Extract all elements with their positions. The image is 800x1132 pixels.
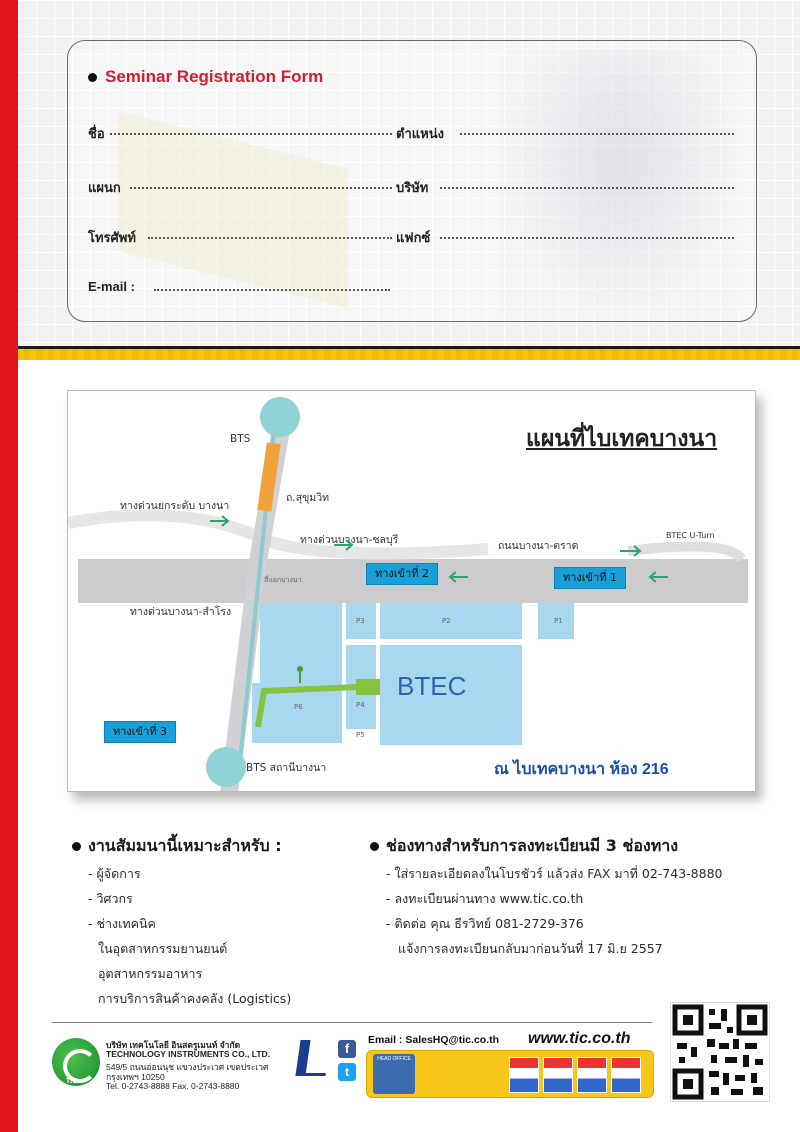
gate-3-badge: ทางเข้าที่ 3 <box>104 721 176 743</box>
tic-logo-text: TIC <box>66 1078 78 1085</box>
bullet-icon <box>88 73 97 82</box>
email-label: E-mail : <box>88 279 135 294</box>
qr-code-icon[interactable] <box>670 1002 770 1102</box>
form-title-text: Seminar Registration Form <box>105 67 324 86</box>
expressway-samrong-label: ทางด่วนบางนา-สำโรง <box>130 606 232 618</box>
bts-top-station <box>260 397 300 437</box>
map-panel <box>67 390 756 792</box>
company-name-th: บริษัท เทคโนโลยี อินสตรูเมนท์ จำกัด <box>106 1040 241 1050</box>
phone-label: โทรศัพท์ <box>88 230 136 245</box>
audience-item: - ผู้จัดการ <box>88 866 141 881</box>
hall-label-p4: P4 <box>356 701 365 709</box>
hall-p2 <box>380 603 522 639</box>
gate-2-badge: ทางเข้าที่ 2 <box>366 563 438 585</box>
audience-heading <box>72 834 282 859</box>
registration-item: - ลงทะเบียนผ่านทาง www.tic.co.th <box>386 891 584 906</box>
bts-top-label: BTS <box>230 433 251 445</box>
department-field[interactable] <box>130 175 392 189</box>
company-address-2: กรุงเทพฯ 10250 <box>106 1072 165 1082</box>
position-label: ตำแหน่ง <box>396 126 444 141</box>
branch-photo <box>543 1057 573 1093</box>
company-address-1: 549/5 ถนนอ่อนนุช แขวงประเวศ เขตประเวศ <box>106 1062 269 1072</box>
branch-photo <box>611 1057 641 1093</box>
registration-item: - ใส่รายละเอียดลงในโบรชัวร์ แล้วส่ง FAX มาที่ 02-743-8880 <box>386 866 723 881</box>
uturn-road <box>628 547 742 560</box>
name-label: ชื่อ <box>88 126 105 141</box>
company-tel: Tel. 0-2743-8888 Fax. 0-2743-8880 <box>106 1081 240 1091</box>
qr-code-pattern <box>671 1003 769 1101</box>
registration-item: - ติดต่อ คุณ ธีรวิทย์ 081-2729-376 <box>386 916 584 931</box>
company-field[interactable] <box>440 175 734 189</box>
hall-label-p3: P3 <box>356 617 365 625</box>
audience-sub-item: อุตสาหกรรมอาหาร <box>98 966 203 981</box>
audience-item: - วิศวกร <box>88 891 133 906</box>
footer-divider <box>52 1022 652 1023</box>
audience-item: - ช่างเทคนิค <box>88 916 156 931</box>
form-title <box>88 67 323 87</box>
position-field[interactable] <box>460 121 734 135</box>
head-office-text: HEAD OFFICE <box>377 1056 411 1062</box>
pac-logo-icon <box>295 1040 330 1076</box>
email-field[interactable] <box>154 277 390 291</box>
gate-1-badge: ทางเข้าที่ 1 <box>554 567 626 589</box>
fax-field[interactable] <box>440 225 734 239</box>
website-link[interactable]: www.tic.co.th <box>528 1030 631 1047</box>
audience-sub-item: ในอุตสาหกรรมยานยนต์ <box>98 941 228 956</box>
hall-label-p6: P6 <box>294 703 303 711</box>
bullet-icon <box>72 842 81 851</box>
expressway-bangna-label: ทางด่วนยกระดับ บางนา <box>120 500 230 512</box>
fax-label: แฟกซ์ <box>396 230 431 245</box>
branch-photo <box>577 1057 607 1093</box>
expressway-road <box>68 515 488 553</box>
bangna-trat-label: ถนนบางนา-ตราด <box>498 540 579 552</box>
bts-bottom-station <box>206 747 246 787</box>
department-label: แผนก <box>88 180 121 195</box>
bullet-icon <box>370 842 379 851</box>
sukhumvit-label: ถ.สุขุมวิท <box>286 492 330 504</box>
yellow-divider-band <box>18 346 800 360</box>
expressway-chonburi-label: ทางด่วนบางนา-ชลบุรี <box>300 534 399 546</box>
left-red-strip <box>0 0 18 1132</box>
company-label: บริษัท <box>396 180 429 195</box>
map-title: แผนที่ไบเทคบางนา <box>526 426 718 452</box>
facebook-icon[interactable]: f <box>338 1040 356 1058</box>
bangna-junction-label: สี่แยกบางนา <box>264 576 302 584</box>
hall-label-p5: P5 <box>356 731 365 739</box>
contact-email[interactable]: Email : SalesHQ@tic.co.th <box>368 1034 500 1046</box>
map-location-caption: ณ ไบเทคบางนา ห้อง 216 <box>494 761 669 778</box>
phone-field[interactable] <box>148 225 392 239</box>
hall-label-p2: P2 <box>442 617 451 625</box>
registration-deadline: แจ้งการลงทะเบียนกลับมาก่อนวันที่ 17 มิ.ย 2557 <box>398 941 663 956</box>
audience-heading-text: งานสัมมนานี้เหมาะสำหรับ : <box>88 836 282 855</box>
registration-heading <box>370 834 678 859</box>
bts-bottom-label: BTS สถานีบางนา <box>246 762 327 774</box>
twitter-icon[interactable]: t <box>338 1063 356 1081</box>
head-office-badge <box>373 1054 415 1094</box>
walker-icon <box>297 666 303 672</box>
registration-heading-text: ช่องทางสำหรับการลงทะเบียนมี 3 ช่องทาง <box>386 836 679 855</box>
branch-photo <box>509 1057 539 1093</box>
company-name-en: TECHNOLOGY INSTRUMENTS CO., LTD. <box>106 1049 271 1059</box>
branch-offices-strip <box>366 1050 654 1098</box>
audience-sub-item: การบริการสินค้าคงคลัง (Logistics) <box>98 991 292 1006</box>
hall-label-p1: P1 <box>554 617 563 625</box>
btec-uturn-label: BTEC U-Turn <box>666 531 715 540</box>
btec-label: BTEC <box>397 671 467 701</box>
registration-form <box>67 40 757 322</box>
name-field[interactable] <box>110 121 392 135</box>
btec-entrance <box>356 679 380 695</box>
